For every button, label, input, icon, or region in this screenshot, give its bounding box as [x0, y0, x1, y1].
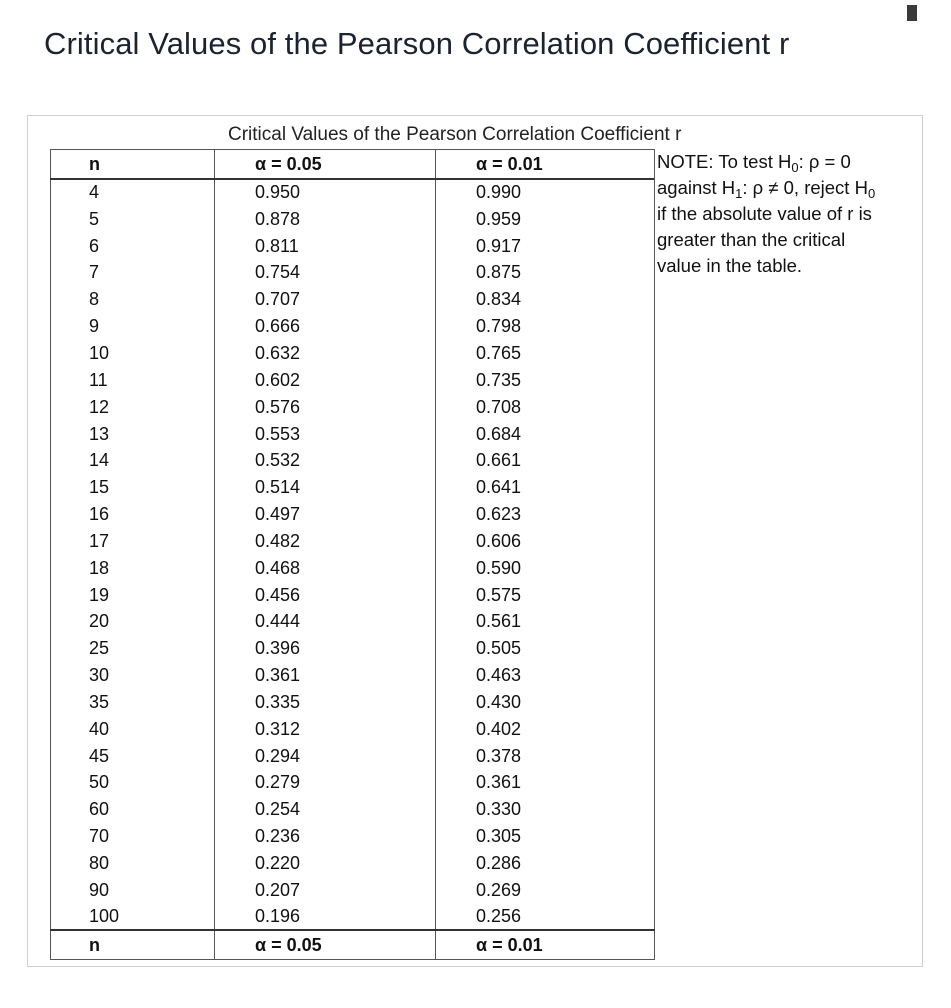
cell-n: 8 — [51, 286, 215, 313]
note-line-4: greater than the critical — [657, 229, 846, 250]
footer-alpha-001: α = 0.01 — [436, 930, 655, 959]
cell-alpha-001: 0.402 — [436, 715, 655, 742]
cell-alpha-005: 0.482 — [215, 527, 436, 554]
table-row — [51, 742, 655, 769]
cell-alpha-001: 0.256 — [436, 903, 655, 930]
table-row — [51, 286, 655, 313]
cell-alpha-005: 0.279 — [215, 769, 436, 796]
table-row — [51, 581, 655, 608]
cell-alpha-001: 0.606 — [436, 527, 655, 554]
table-row — [51, 689, 655, 716]
table-row — [51, 259, 655, 286]
cell-n: 25 — [51, 635, 215, 662]
cell-alpha-001: 0.917 — [436, 232, 655, 259]
cell-alpha-001: 0.875 — [436, 259, 655, 286]
cell-alpha-005: 0.514 — [215, 474, 436, 501]
cell-alpha-001: 0.959 — [436, 205, 655, 232]
cell-alpha-001: 0.641 — [436, 474, 655, 501]
header-alpha-001: α = 0.01 — [436, 150, 655, 179]
cell-alpha-001: 0.269 — [436, 876, 655, 903]
table-row — [51, 447, 655, 474]
cell-alpha-001: 0.505 — [436, 635, 655, 662]
table-row — [51, 635, 655, 662]
cell-alpha-005: 0.666 — [215, 313, 436, 340]
table-row — [51, 662, 655, 689]
cell-alpha-001: 0.430 — [436, 689, 655, 716]
cell-n: 6 — [51, 232, 215, 259]
note-line-3: if the absolute value of r is — [657, 203, 872, 224]
cell-n: 13 — [51, 420, 215, 447]
cell-alpha-005: 0.497 — [215, 501, 436, 528]
table-row — [51, 393, 655, 420]
table-row — [51, 796, 655, 823]
table-row — [51, 715, 655, 742]
table-row — [51, 608, 655, 635]
table-row — [51, 474, 655, 501]
cell-n: 40 — [51, 715, 215, 742]
cell-alpha-005: 0.220 — [215, 850, 436, 877]
cell-alpha-001: 0.990 — [436, 179, 655, 206]
cell-alpha-001: 0.561 — [436, 608, 655, 635]
cell-n: 90 — [51, 876, 215, 903]
table-row — [51, 527, 655, 554]
cell-alpha-001: 0.798 — [436, 313, 655, 340]
cell-n: 45 — [51, 742, 215, 769]
cell-n: 5 — [51, 205, 215, 232]
cell-n: 11 — [51, 366, 215, 393]
table-row — [51, 903, 655, 930]
cell-n: 10 — [51, 340, 215, 367]
cell-alpha-005: 0.207 — [215, 876, 436, 903]
table-row — [51, 501, 655, 528]
table-row — [51, 420, 655, 447]
cell-n: 18 — [51, 554, 215, 581]
scroll-handle[interactable] — [907, 5, 917, 21]
table-row — [51, 554, 655, 581]
table-caption: Critical Values of the Pearson Correlation Coefficient r — [228, 124, 682, 145]
cell-alpha-005: 0.396 — [215, 635, 436, 662]
cell-n: 100 — [51, 903, 215, 930]
table-row — [51, 850, 655, 877]
cell-alpha-001: 0.463 — [436, 662, 655, 689]
cell-alpha-001: 0.765 — [436, 340, 655, 367]
cell-n: 4 — [51, 179, 215, 206]
table-row — [51, 769, 655, 796]
cell-n: 9 — [51, 313, 215, 340]
cell-alpha-005: 0.811 — [215, 232, 436, 259]
header-alpha-005: α = 0.05 — [215, 150, 436, 179]
cell-n: 14 — [51, 447, 215, 474]
cell-alpha-001: 0.286 — [436, 850, 655, 877]
cell-alpha-005: 0.468 — [215, 554, 436, 581]
cell-alpha-005: 0.878 — [215, 205, 436, 232]
cell-alpha-005: 0.532 — [215, 447, 436, 474]
cell-alpha-005: 0.312 — [215, 715, 436, 742]
page-title: Critical Values of the Pearson Correlation Coefficient r — [44, 26, 790, 61]
critical-values-table — [50, 149, 655, 960]
header-n: n — [51, 150, 215, 179]
cell-alpha-005: 0.456 — [215, 581, 436, 608]
table-row — [51, 340, 655, 367]
cell-n: 60 — [51, 796, 215, 823]
footer-alpha-005: α = 0.05 — [215, 930, 436, 959]
note-line-1: NOTE: To test $H_0$: ρ = 0 — [657, 151, 851, 175]
cell-n: 15 — [51, 474, 215, 501]
cell-n: 12 — [51, 393, 215, 420]
cell-alpha-001: 0.330 — [436, 796, 655, 823]
note-line-2: against $H_1$: ρ ≠ 0, reject $H_0$ — [657, 177, 876, 201]
cell-n: 35 — [51, 689, 215, 716]
cell-alpha-001: 0.834 — [436, 286, 655, 313]
table-row — [51, 232, 655, 259]
cell-alpha-001: 0.623 — [436, 501, 655, 528]
cell-n: 7 — [51, 259, 215, 286]
cell-alpha-005: 0.950 — [215, 179, 436, 206]
cell-n: 20 — [51, 608, 215, 635]
note-line-5: value in the table. — [657, 255, 803, 276]
cell-alpha-005: 0.236 — [215, 823, 436, 850]
table-row — [51, 205, 655, 232]
cell-alpha-001: 0.378 — [436, 742, 655, 769]
cell-alpha-005: 0.335 — [215, 689, 436, 716]
cell-n: 50 — [51, 769, 215, 796]
table-row — [51, 823, 655, 850]
cell-alpha-005: 0.254 — [215, 796, 436, 823]
cell-alpha-001: 0.708 — [436, 393, 655, 420]
cell-alpha-005: 0.632 — [215, 340, 436, 367]
footer-header-row — [51, 930, 655, 959]
cell-alpha-005: 0.294 — [215, 742, 436, 769]
header-row — [51, 150, 655, 179]
cell-alpha-005: 0.576 — [215, 393, 436, 420]
table-row — [51, 313, 655, 340]
cell-alpha-005: 0.553 — [215, 420, 436, 447]
cell-alpha-005: 0.361 — [215, 662, 436, 689]
cell-n: 17 — [51, 527, 215, 554]
table-row — [51, 179, 655, 206]
cell-alpha-001: 0.590 — [436, 554, 655, 581]
cell-alpha-005: 0.707 — [215, 286, 436, 313]
cell-alpha-005: 0.444 — [215, 608, 436, 635]
cell-alpha-001: 0.305 — [436, 823, 655, 850]
cell-n: 80 — [51, 850, 215, 877]
note-box — [654, 149, 907, 279]
cell-alpha-005: 0.602 — [215, 366, 436, 393]
cell-n: 30 — [51, 662, 215, 689]
cell-n: 19 — [51, 581, 215, 608]
footer-n: n — [51, 930, 215, 959]
table-row — [51, 366, 655, 393]
cell-alpha-005: 0.754 — [215, 259, 436, 286]
cell-n: 16 — [51, 501, 215, 528]
cell-alpha-001: 0.361 — [436, 769, 655, 796]
cell-alpha-001: 0.575 — [436, 581, 655, 608]
cell-alpha-001: 0.684 — [436, 420, 655, 447]
cell-alpha-005: 0.196 — [215, 903, 436, 930]
table-row — [51, 876, 655, 903]
cell-n: 70 — [51, 823, 215, 850]
cell-alpha-001: 0.735 — [436, 366, 655, 393]
cell-alpha-001: 0.661 — [436, 447, 655, 474]
